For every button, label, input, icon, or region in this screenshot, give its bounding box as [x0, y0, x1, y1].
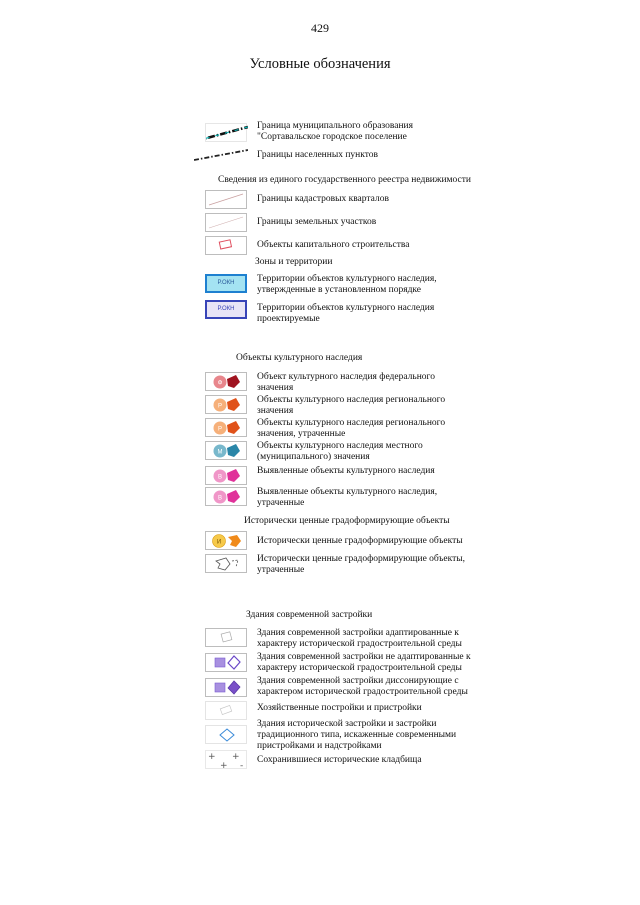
historic-lost-label-2: утраченные [257, 565, 305, 575]
egrn-block [205, 190, 505, 330]
heritage-item [205, 372, 505, 394]
heritage-swatch [205, 487, 247, 506]
heritage-swatch [205, 418, 247, 437]
modern-adapted-icon [206, 629, 246, 646]
heritage-shape [227, 444, 240, 457]
cemetery-swatch [205, 750, 247, 769]
heritage-approved-label-2: утвержденные в установленном порядке [257, 285, 422, 295]
settlement-boundary-line-icon [194, 145, 248, 164]
capital-object-label: Объекты капитального строительства [257, 240, 410, 250]
heritage-label-1: Объекты культурного наследия регионального [257, 395, 446, 405]
distorted-historic-label-3: пристройками и надстройками [257, 741, 382, 751]
heritage-projected-swatch [205, 300, 247, 319]
cemetery-label: Сохранившиеся исторические кладбища [257, 755, 422, 765]
heritage-swatch [205, 441, 247, 460]
municipal-boundary-line-icon [206, 124, 248, 143]
cadastral-quarter-icon [206, 191, 246, 208]
heritage-projected-swatch-text: Р.ОКН [217, 306, 235, 312]
modern-heading: Здания современной застройки [246, 610, 373, 620]
heritage-badge: Р [217, 403, 223, 410]
heritage-label-2: (муниципального) значения [257, 452, 370, 462]
heritage-item [205, 395, 505, 417]
svg-text:+: + [208, 752, 216, 762]
heritage-shape [227, 490, 240, 503]
svg-text:+: + [220, 761, 228, 768]
heritage-object-icon [206, 373, 246, 390]
capital-object-icon [206, 237, 246, 254]
modern-dissonant-icon [206, 679, 246, 696]
heritage-list [205, 372, 505, 512]
modern-not-adapted-icon [206, 654, 246, 671]
outbuildings-swatch [205, 701, 247, 720]
heritage-swatch [205, 466, 247, 485]
land-plot-swatch [205, 213, 247, 232]
historic-lost-label-1: Исторически ценные градоформирующие объекты, [257, 554, 466, 564]
outbuilding-icon [206, 702, 246, 719]
heritage-badge: М [217, 449, 223, 456]
capital-object-swatch [205, 236, 247, 255]
heritage-shape [227, 375, 240, 388]
modern-block [205, 626, 505, 776]
heritage-badge: Ф [217, 380, 223, 387]
heritage-label-1: Выявленные объекты культурного наследия, [257, 487, 438, 497]
page-title: Условные обозначения [249, 56, 391, 72]
heritage-label-2: значения [257, 406, 294, 416]
municipal-boundary-swatch [205, 123, 247, 142]
svg-text:-: - [240, 761, 244, 768]
heritage-label-1: Выявленные объекты культурного наследия [257, 466, 435, 476]
heritage-item [205, 466, 505, 488]
municipal-boundary-label-1: Граница муниципального образования [257, 121, 413, 131]
heritage-badge: В [217, 495, 223, 502]
heritage-projected-label-2: проектируемые [257, 314, 320, 324]
heritage-shape [227, 469, 240, 482]
distorted-historic-swatch [205, 725, 247, 744]
heritage-swatch [205, 372, 247, 391]
historic-object-icon [206, 532, 246, 549]
settlement-boundary-swatch [193, 144, 247, 163]
heritage-object-icon [206, 488, 246, 505]
modern-dissonant-label-2: характером исторической градостроительной среды [257, 687, 468, 697]
heritage-object-icon [206, 467, 246, 484]
modern-not-adapted-label-2: характеру исторической градостроительной среды [257, 663, 462, 673]
heritage-label-1: Объекты культурного наследия регионального [257, 418, 446, 428]
heritage-object-icon [206, 396, 246, 413]
modern-adapted-swatch [205, 628, 247, 647]
modern-adapted-label-2: характеру исторической градостроительной среды [257, 639, 462, 649]
municipal-boundary-label-2: "Сортавальское городское поселение [257, 132, 407, 142]
land-plot-label: Границы земельных участков [257, 217, 377, 227]
egrn-heading: Сведения из единого государственного реестра недвижимости [218, 175, 471, 185]
historic-label-1: Исторически ценные градоформирующие объекты [257, 536, 463, 546]
zones-heading: Зоны и территории [255, 257, 333, 267]
heritage-heading: Объекты культурного наследия [236, 353, 363, 363]
heritage-label-2: значения, утраченные [257, 429, 346, 439]
modern-adapted-label-1: Здания современной застройки адаптированные к [257, 628, 459, 638]
cadastral-swatch [205, 190, 247, 209]
heritage-badge: Р [217, 426, 223, 433]
heritage-item [205, 418, 505, 440]
historic-heading: Исторически ценные градоформирующие объекты [244, 516, 450, 526]
heritage-shape [227, 421, 240, 434]
heritage-badge: В [217, 474, 223, 481]
heritage-swatch [205, 395, 247, 414]
land-plot-icon [206, 214, 246, 231]
heritage-approved-label-1: Территории объектов культурного наследия, [257, 274, 437, 284]
heritage-label-2: значения [257, 383, 294, 393]
heritage-object-icon [206, 442, 246, 459]
heritage-label-1: Объекты культурного наследия местного [257, 441, 423, 451]
modern-dissonant-label-1: Здания современной застройки диссонирующие с [257, 676, 459, 686]
modern-not-adapted-label-1: Здания современной застройки не адаптированные к [257, 652, 471, 662]
svg-text:+: + [232, 752, 240, 762]
historic-lost-swatch [205, 554, 247, 573]
modern-not-adapted-swatch [205, 653, 247, 672]
cadastral-label: Границы кадастровых кварталов [257, 194, 389, 204]
cemetery-cross-icon [206, 751, 246, 768]
modern-dissonant-swatch [205, 678, 247, 697]
distorted-historic-label-2: традиционного типа, искаженные современными [257, 730, 457, 740]
outbuildings-label: Хозяйственные постройки и пристройки [257, 703, 422, 713]
heritage-approved-swatch-text: Р.ОКН [217, 280, 235, 286]
historic-lost-object-icon [206, 555, 246, 572]
distorted-historic-label-1: Здания исторической застройки и застройки [257, 719, 437, 729]
historic-badge: И [216, 539, 222, 546]
page-number: 429 [311, 21, 329, 35]
heritage-projected-label-1: Территории объектов культурного наследия [257, 303, 435, 313]
heritage-approved-swatch [205, 274, 247, 293]
historic-block [205, 531, 505, 581]
settlement-boundary-label: Границы населенных пунктов [257, 150, 379, 160]
heritage-label-1: Объект культурного наследия федерального [257, 372, 435, 382]
heritage-object-icon [206, 419, 246, 436]
heritage-item [205, 441, 505, 463]
heritage-shape [227, 398, 240, 411]
historic-swatch [205, 531, 247, 550]
distorted-historic-icon [206, 726, 246, 743]
heritage-label-2: утраченные [257, 498, 305, 508]
heritage-item [205, 487, 505, 509]
boundaries-block [205, 118, 505, 178]
